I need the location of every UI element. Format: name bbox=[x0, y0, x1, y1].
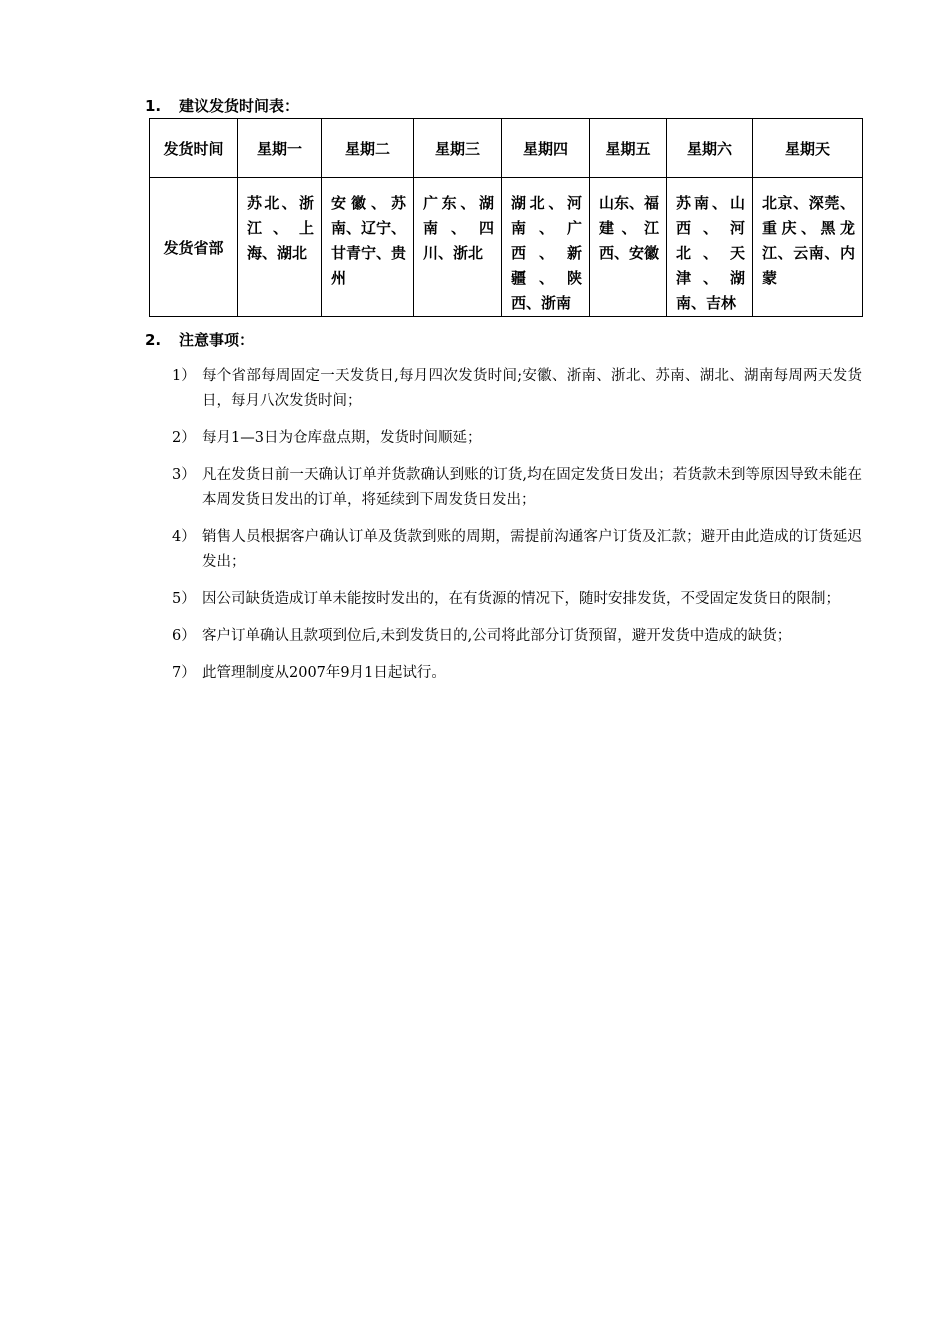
shipping-schedule-table bbox=[149, 118, 863, 317]
list-item bbox=[172, 364, 862, 414]
provinces-saturday bbox=[667, 178, 753, 317]
list-item-text: 凡在发货日前一天确认订单并货款确认到账的订货,均在固定发货日发出；若货款未到等原因导致未能在本周发货日发出的订单，将延续到下周发货日发出； bbox=[202, 467, 862, 508]
list-item bbox=[172, 525, 862, 575]
day-header-thursday: 星期四 bbox=[502, 119, 590, 178]
list-item-text: 因公司缺货造成订单未能按时发出的，在有货源的情况下，随时安排发货，不受固定发货日的限制； bbox=[202, 591, 840, 607]
table-header-row bbox=[150, 119, 863, 178]
list-item bbox=[172, 624, 862, 649]
provinces-monday bbox=[238, 178, 322, 317]
section-heading-notes bbox=[145, 330, 254, 350]
provinces-text: 广东、湖南、四川、浙北 bbox=[423, 194, 494, 262]
provinces-wednesday bbox=[414, 178, 502, 317]
day-header-tuesday: 星期二 bbox=[322, 119, 414, 178]
day-header-saturday: 星期六 bbox=[667, 119, 753, 178]
list-marker: 7） bbox=[172, 665, 196, 681]
list-item bbox=[172, 661, 862, 686]
provinces-text: 苏北、浙江、上海、湖北 bbox=[247, 194, 314, 262]
list-marker: 5） bbox=[172, 591, 196, 607]
list-item-text: 每个省部每周固定一天发货日,每月四次发货时间;安徽、浙南、浙北、苏南、湖北、湖南每周两天发货日，每月八次发货时间； bbox=[202, 368, 862, 409]
list-item bbox=[172, 587, 862, 612]
table-body-row bbox=[150, 178, 863, 317]
header-label-cell: 发货时间 bbox=[150, 119, 238, 178]
section-number: 2. bbox=[145, 331, 162, 349]
provinces-friday bbox=[590, 178, 667, 317]
day-header-friday: 星期五 bbox=[590, 119, 667, 178]
list-item bbox=[172, 463, 862, 513]
list-marker: 1） bbox=[172, 368, 196, 384]
day-header-monday: 星期一 bbox=[238, 119, 322, 178]
section-heading-schedule bbox=[145, 96, 299, 116]
provinces-thursday bbox=[502, 178, 590, 317]
section-title: 注意事项： bbox=[179, 331, 255, 349]
provinces-text: 北京、深莞、重庆、黑龙江、云南、内蒙 bbox=[762, 194, 855, 287]
provinces-text: 安徽、苏南、辽宁、甘青宁、贵州 bbox=[331, 194, 407, 287]
day-header-sunday: 星期天 bbox=[753, 119, 863, 178]
section-number: 1. bbox=[145, 97, 162, 115]
section-title: 建议发货时间表： bbox=[179, 97, 300, 115]
provinces-text: 山东、福建、江西、安徽 bbox=[599, 194, 660, 262]
list-marker: 6） bbox=[172, 628, 196, 644]
provinces-text: 湖北、河南、广西、新疆、陕西、浙南 bbox=[511, 194, 582, 312]
list-item-text: 销售人员根据客户确认订单及货款到账的周期，需提前沟通客户订货及汇款；避开由此造成的订货延迟发出； bbox=[202, 529, 862, 570]
provinces-text: 苏南、山西、河北、天津、湖南、吉林 bbox=[676, 194, 745, 312]
day-header-wednesday: 星期三 bbox=[414, 119, 502, 178]
list-marker: 4） bbox=[172, 529, 196, 545]
provinces-tuesday bbox=[322, 178, 414, 317]
list-marker: 2） bbox=[172, 430, 196, 446]
list-item-text: 此管理制度从2007年9月1日起试行。 bbox=[202, 665, 446, 681]
list-item-text: 客户订单确认且款项到位后,未到发货日的,公司将此部分订货预留，避开发货中造成的缺货； bbox=[202, 628, 792, 644]
notes-list bbox=[172, 364, 862, 698]
row-label-cell: 发货省部 bbox=[150, 178, 238, 317]
list-marker: 3） bbox=[172, 467, 196, 483]
list-item-text: 每月1—3日为仓库盘点期，发货时间顺延； bbox=[202, 430, 482, 446]
list-item bbox=[172, 426, 862, 451]
provinces-sunday bbox=[753, 178, 863, 317]
